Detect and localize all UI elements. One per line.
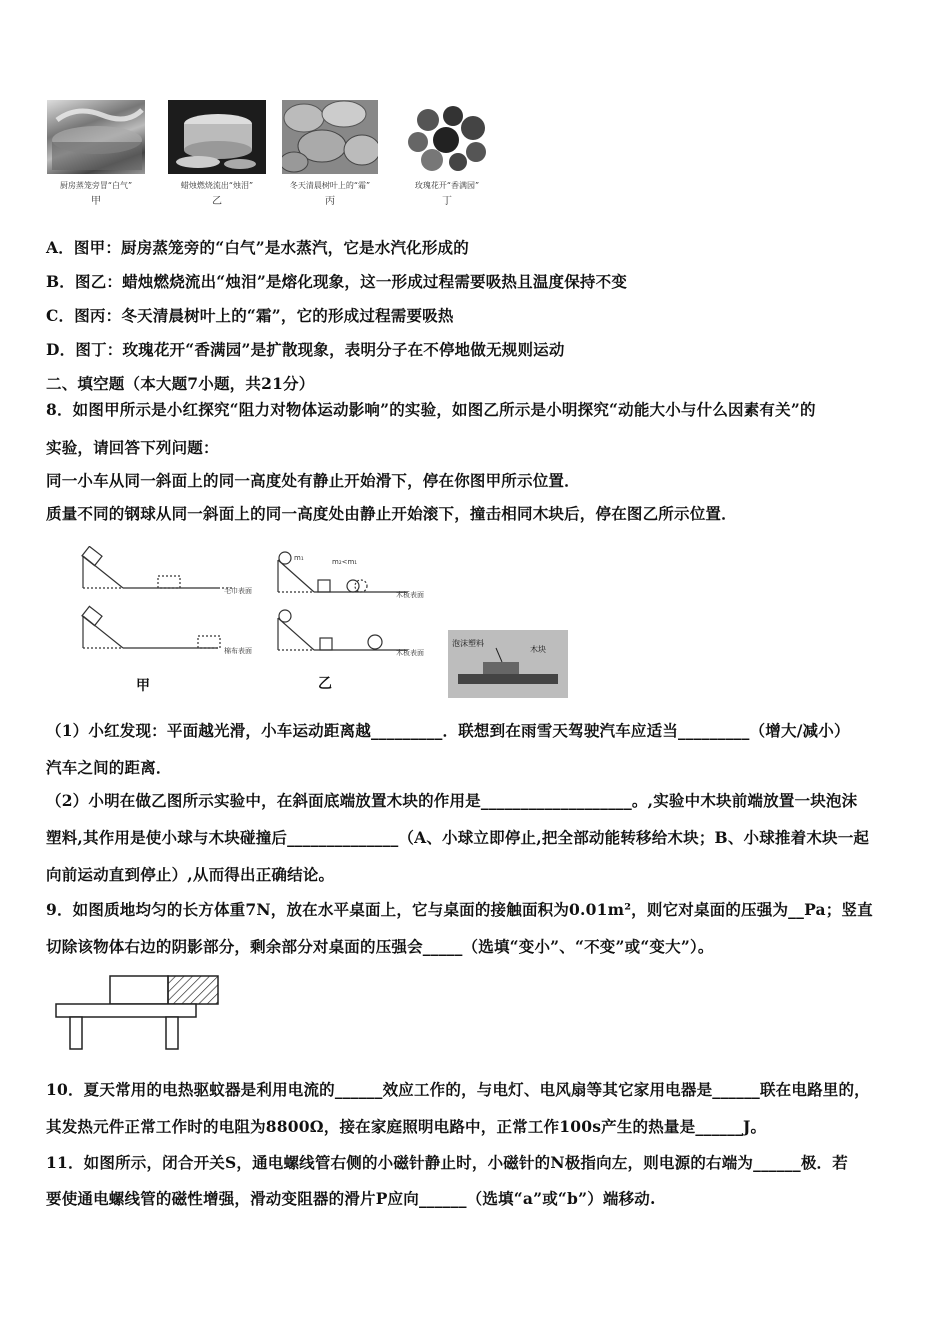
foam-label: 泡沫塑料 <box>452 639 484 648</box>
q10-line-1: 10．夏天常用的电热驱蚊器是利用电流的______效应工作的，与电灯、电风扇等其它家用电器是______联在电路里的， <box>46 1080 870 1099</box>
section-title: 二、填空题（本大题7小题，共21分） <box>46 374 315 393</box>
q8-sub1-line-2: 汽车之间的距离． <box>46 758 172 777</box>
q8-sub1-line-1: （1）小红发现：平面越光滑，小车运动距离越_________．联想到在雨雪天驾驶汽车应适当_________（增大/减小） <box>46 721 850 740</box>
fig-yi-bottom <box>278 610 408 650</box>
q8-line-2: 实验，请回答下列问题： <box>46 438 219 457</box>
m-compare-label: m₂<m₁ <box>332 558 358 566</box>
q7-option-c: C．图丙：冬天清晨树叶上的“霜”，它的形成过程需要吸热 <box>46 306 454 325</box>
photo-ding <box>398 98 496 174</box>
q7-option-a: A．图甲：厨房蒸笼旁的“白气”是水蒸汽，它是水汽化形成的 <box>46 238 469 257</box>
frost-leaves-image <box>282 100 378 174</box>
q8-line-1: 8．如图甲所示是小红探究“阻力对物体运动影响”的实验，如图乙所示是小明探究“动能大小与什么因素有关”的 <box>46 400 816 419</box>
q10-line-2: 其发热元件正常工作时的电阻为8800Ω，接在家庭照明电路中，正常工作100s产生的热量是______J。 <box>46 1117 767 1136</box>
q8-sub2-line-3: 向前运动直到停止）,从而得出正确结论。 <box>46 865 335 884</box>
rose-image <box>398 98 496 174</box>
q8-sub2-line-2: 塑料,其作用是使小球与木块碰撞后______________（A、小球立即停止,把全部动能转移给木块；B、小球推着木块一起 <box>46 828 870 847</box>
surface-bottom-label: 棉布表面 <box>224 647 252 655</box>
block-label: 木块 <box>530 645 546 654</box>
photo-bing <box>282 100 378 174</box>
q7-option-b: B．图乙：蜡烛燃烧流出“烛泪”是熔化现象，这一形成过程需要吸热且温度保持不变 <box>46 272 628 291</box>
candle-image <box>168 100 266 174</box>
q11-line-2: 要使通电螺线管的磁性增强，滑动变阻器的滑片P应向______（选填“a”或“b”）端移动. <box>46 1189 656 1208</box>
photo-label-bing: 丙 <box>325 196 335 207</box>
photo-caption-jia: 厨房蒸笼旁冒“白气” <box>59 181 133 190</box>
photo-label-jia: 甲 <box>91 196 101 207</box>
photo-yi <box>168 100 266 174</box>
wood-top-label: 木板表面 <box>396 591 424 599</box>
photo-label-yi: 乙 <box>212 196 222 207</box>
q9-line-2: 切除该物体右边的阴影部分，剩余部分对桌面的压强会_____（选填“变小”、“不变”或“变大”）。 <box>46 937 714 956</box>
fig-label-jia: 甲 <box>136 678 150 694</box>
fig-label-yi: 乙 <box>318 676 332 692</box>
q7-option-d: D．图丁：玫瑰花开“香满园”是扩散现象，表明分子在不停地做无规则运动 <box>46 340 565 359</box>
block-body <box>110 976 168 1004</box>
m1-label: m₁ <box>294 554 304 562</box>
q11-line-1: 11．如图所示，闭合开关S，通电螺线管右侧的小磁针静止时，小磁针的N极指向左，则电源的右端为______极．若 <box>46 1153 848 1172</box>
photo-jia <box>47 100 145 174</box>
fig-jia-top <box>82 546 233 588</box>
shaded-part <box>168 976 218 1004</box>
photo-caption-bing: 冬天清晨树叶上的“霜” <box>289 181 371 190</box>
photo-caption-yi: 蜡烛燃烧流出“烛泪” <box>180 181 254 190</box>
steamer-image <box>47 100 145 174</box>
q8-sub2-line-1: （2）小明在做乙图所示实验中，在斜面底端放置木块的作用是___________________。,实验中木块前端放置一块泡沫 <box>46 791 858 810</box>
q9-line-1: 9．如图质地均匀的长方体重7N，放在水平桌面上，它与桌面的接触面积为0.01m²，则它对桌面的压强为__Pa；竖直 <box>46 900 873 919</box>
q8-line-4: 质量不同的钢球从同一斜面上的同一高度处由静止开始滚下，撞击相同木块后，停在图乙所示位置． <box>46 504 737 523</box>
table-top <box>56 1004 196 1017</box>
surface-top-label: 毛巾表面 <box>224 587 252 595</box>
table-leg-left <box>70 1017 82 1049</box>
table-leg-right <box>166 1017 178 1049</box>
q9-figure <box>52 972 227 1054</box>
photo-label-ding: 丁 <box>442 196 452 207</box>
fig-jia-bottom <box>82 606 220 648</box>
photo-caption-ding: 玫瑰花开“香满园” <box>414 181 480 190</box>
q8-figure <box>78 546 578 702</box>
wood-bottom-label: 木板表面 <box>396 649 424 657</box>
q8-line-3: 同一小车从同一斜面上的同一高度处有静止开始滑下，停在你图甲所示位置． <box>46 471 580 490</box>
